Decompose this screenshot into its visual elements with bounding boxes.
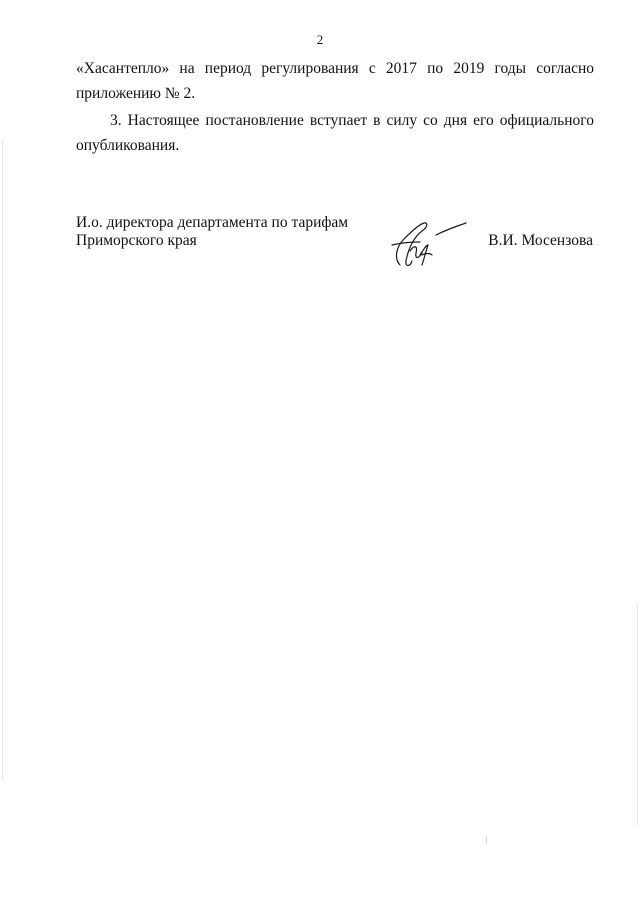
paragraph-line: «Хасантепло» на период регулирования с 2017 по 2019 годы согласно bbox=[76, 60, 594, 77]
signer-name: В.И. Мосензова bbox=[488, 232, 593, 249]
page-number: 2 bbox=[316, 32, 324, 47]
paragraph-line: опубликования. bbox=[76, 137, 180, 154]
scan-edge-mark bbox=[637, 605, 638, 825]
signer-title-line: Приморского края bbox=[76, 232, 197, 249]
paragraph-line: 3. Настоящее постановление вступает в силу со дня его официального bbox=[110, 112, 594, 129]
handwritten-signature-icon bbox=[386, 215, 470, 271]
scan-edge-mark bbox=[2, 140, 3, 780]
signer-title bbox=[76, 214, 348, 250]
paragraph-effective-date bbox=[76, 108, 594, 158]
scan-edge-mark bbox=[486, 836, 487, 844]
paragraph-line: приложению № 2. bbox=[76, 85, 196, 102]
signer-title-line: И.о. директора департамента по тарифам bbox=[76, 214, 349, 231]
paragraph-tariff-period bbox=[76, 56, 594, 106]
